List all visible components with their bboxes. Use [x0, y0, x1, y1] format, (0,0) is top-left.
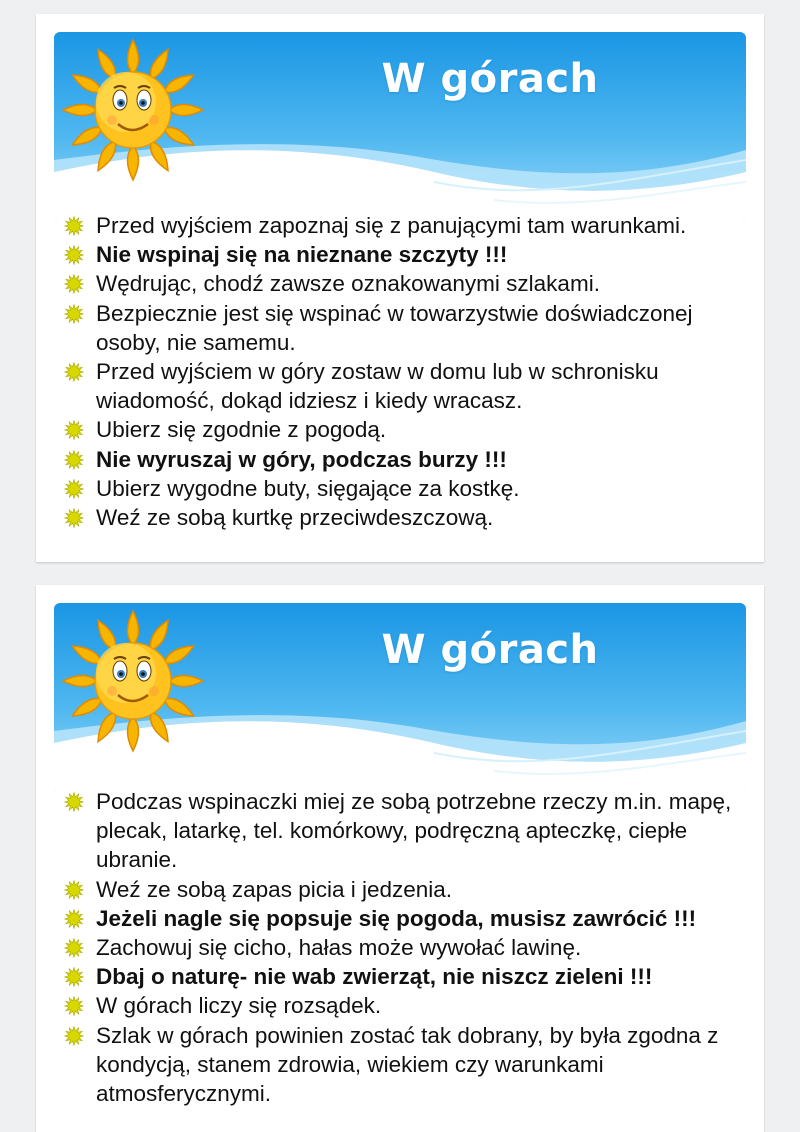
rule-item	[64, 875, 748, 904]
starburst-bullet-icon	[64, 909, 84, 929]
rule-item	[64, 474, 748, 503]
rule-text: Zachowuj się cicho, hałas może wywołać lawinę.	[96, 935, 582, 961]
starburst-bullet-icon	[64, 792, 84, 812]
rule-text: Podczas wspinaczki miej ze sobą potrzebne rzeczy m.in. mapę, plecak, latarkę, tel. komórkowy, podręczną apteczkę, ciepłe ubranie.	[96, 789, 732, 873]
rule-item	[64, 787, 748, 875]
rule-text: Bezpiecznie jest się wspinać w towarzystwie doświadczonej osoby, nie samemu.	[96, 300, 693, 355]
starburst-bullet-icon	[64, 996, 84, 1016]
rule-text: Jeżeli nagle się popsuje się pogoda, musisz zawrócić !!!	[96, 905, 697, 931]
rule-item	[64, 1021, 748, 1109]
rule-item	[64, 211, 748, 240]
rule-item	[64, 503, 748, 532]
rule-item	[64, 240, 748, 269]
starburst-bullet-icon	[64, 880, 84, 900]
slide-title: W górach	[381, 56, 599, 102]
sun-icon	[58, 32, 208, 182]
rule-text: Wędrując, chodź zawsze oznakowanymi szlakami.	[96, 271, 600, 297]
slide-2	[36, 585, 764, 1132]
rule-text: Dbaj o naturę- nie wab zwierząt, nie niszcz zieleni !!!	[96, 964, 653, 990]
rule-item	[64, 933, 748, 962]
starburst-bullet-icon	[64, 362, 84, 382]
rule-item	[64, 445, 748, 474]
rule-item	[64, 299, 748, 357]
rule-text: Przed wyjściem w góry zostaw w domu lub w schronisku wiadomość, dokąd idziesz i kiedy wracasz.	[96, 359, 659, 414]
rule-text: Nie wyruszaj w góry, podczas burzy !!!	[96, 446, 507, 472]
rule-text: Weź ze sobą kurtkę przeciwdeszczową.	[96, 505, 494, 531]
rule-item	[64, 357, 748, 415]
starburst-bullet-icon	[64, 216, 84, 236]
slide-1	[36, 14, 764, 562]
starburst-bullet-icon	[64, 274, 84, 294]
rule-text: W górach liczy się rozsądek.	[96, 993, 382, 1019]
rules-list	[64, 211, 748, 532]
starburst-bullet-icon	[64, 967, 84, 987]
starburst-bullet-icon	[64, 479, 84, 499]
starburst-bullet-icon	[64, 938, 84, 958]
sun-icon	[58, 603, 208, 753]
starburst-bullet-icon	[64, 1026, 84, 1046]
starburst-bullet-icon	[64, 450, 84, 470]
rule-text: Przed wyjściem zapoznaj się z panującymi tam warunkami.	[96, 213, 687, 238]
rule-text: Weź ze sobą zapas picia i jedzenia.	[96, 876, 453, 902]
rule-item	[64, 991, 748, 1020]
starburst-bullet-icon	[64, 508, 84, 528]
rule-text: Nie wspinaj się na nieznane szczyty !!!	[96, 242, 508, 268]
rule-item	[64, 415, 748, 444]
starburst-bullet-icon	[64, 245, 84, 265]
starburst-bullet-icon	[64, 420, 84, 440]
rule-text: Ubierz wygodne buty, sięgające za kostkę.	[96, 475, 520, 501]
rule-item	[64, 904, 748, 933]
rule-item	[64, 962, 748, 991]
slide-title: W górach	[381, 627, 599, 673]
rule-text: Ubierz się zgodnie z pogodą.	[96, 417, 387, 443]
rule-item	[64, 269, 748, 298]
starburst-bullet-icon	[64, 304, 84, 324]
rules-list	[64, 787, 748, 1108]
rule-text: Szlak w górach powinien zostać tak dobrany, by była zgodna z kondycją, stanem zdrowia, wiekiem czy warunkami atmosferycznymi.	[96, 1022, 719, 1107]
